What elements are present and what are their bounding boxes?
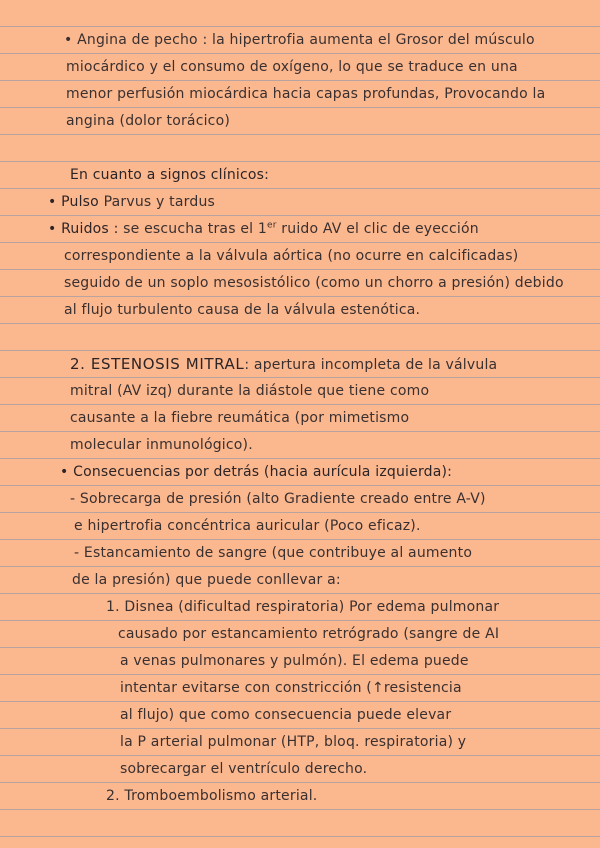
text-line: correspondiente a la válvula aórtica (no ocurre en calcificadas) xyxy=(64,248,519,264)
section-subheading: En cuanto a signos clínicos: xyxy=(70,167,270,183)
text-line: miocárdico y el consumo de oxígeno, lo que se traduce en una xyxy=(66,59,518,75)
text-line: a venas pulmonares y pulmón). El edema puede xyxy=(120,653,469,669)
text-line: - Sobrecarga de presión (alto Gradiente creado entre A-V) xyxy=(70,491,486,507)
superscript: er xyxy=(267,220,277,231)
text-line: sobrecargar el ventrículo derecho. xyxy=(120,761,368,777)
term-label: • Ruidos : xyxy=(48,221,119,237)
term-label: • Pulso xyxy=(48,194,99,210)
text-line xyxy=(48,221,479,237)
text-line: intentar evitarse con constricción (↑resistencia xyxy=(120,680,462,696)
text-line: angina (dolor torácico) xyxy=(66,113,231,129)
term-text: ruido AV el clic de eyección xyxy=(276,221,479,237)
term-text: Parvus y tardus xyxy=(98,194,216,210)
text-line: seguido de un soplo mesosistólico (como un chorro a presión) debido xyxy=(64,275,564,291)
list-item: 2. Tromboembolismo arterial. xyxy=(106,788,318,804)
section-title: 2. ESTENOSIS MITRAL xyxy=(70,355,245,373)
text-line: e hipertrofia concéntrica auricular (Poco eficaz). xyxy=(74,518,421,534)
text-line: • Angina de pecho : la hipertrofia aumenta el Grosor del músculo xyxy=(64,32,535,48)
text-line: causado por estancamiento retrógrado (sangre de AI xyxy=(118,626,500,642)
text-line: de la presión) que puede conllevar a: xyxy=(72,572,341,588)
text-line: causante a la fiebre reumática (por mimetismo xyxy=(70,410,410,426)
text-line: al flujo turbulento causa de la válvula estenótica. xyxy=(64,302,421,318)
section-heading xyxy=(70,356,497,373)
term-text: se escucha tras el 1 xyxy=(118,221,267,237)
text-line: mitral (AV izq) durante la diástole que tiene como xyxy=(70,383,430,399)
text-line: molecular inmunológico). xyxy=(70,437,253,453)
text-line xyxy=(48,194,215,210)
text-line: la P arterial pulmonar (HTP, bloq. respiratoria) y xyxy=(120,734,467,750)
text-line: - Estancamiento de sangre (que contribuye al aumento xyxy=(74,545,473,561)
text-line: al flujo) que como consecuencia puede elevar xyxy=(120,707,452,723)
text-line: menor perfusión miocárdica hacia capas profundas, Provocando la xyxy=(66,86,546,102)
bullet-heading: • Consecuencias por detrás (hacia aurícula izquierda): xyxy=(60,464,453,480)
list-item: 1. Disnea (dificultad respiratoria) Por edema pulmonar xyxy=(106,599,500,615)
section-title-rest: : apertura incompleta de la válvula xyxy=(244,357,498,373)
